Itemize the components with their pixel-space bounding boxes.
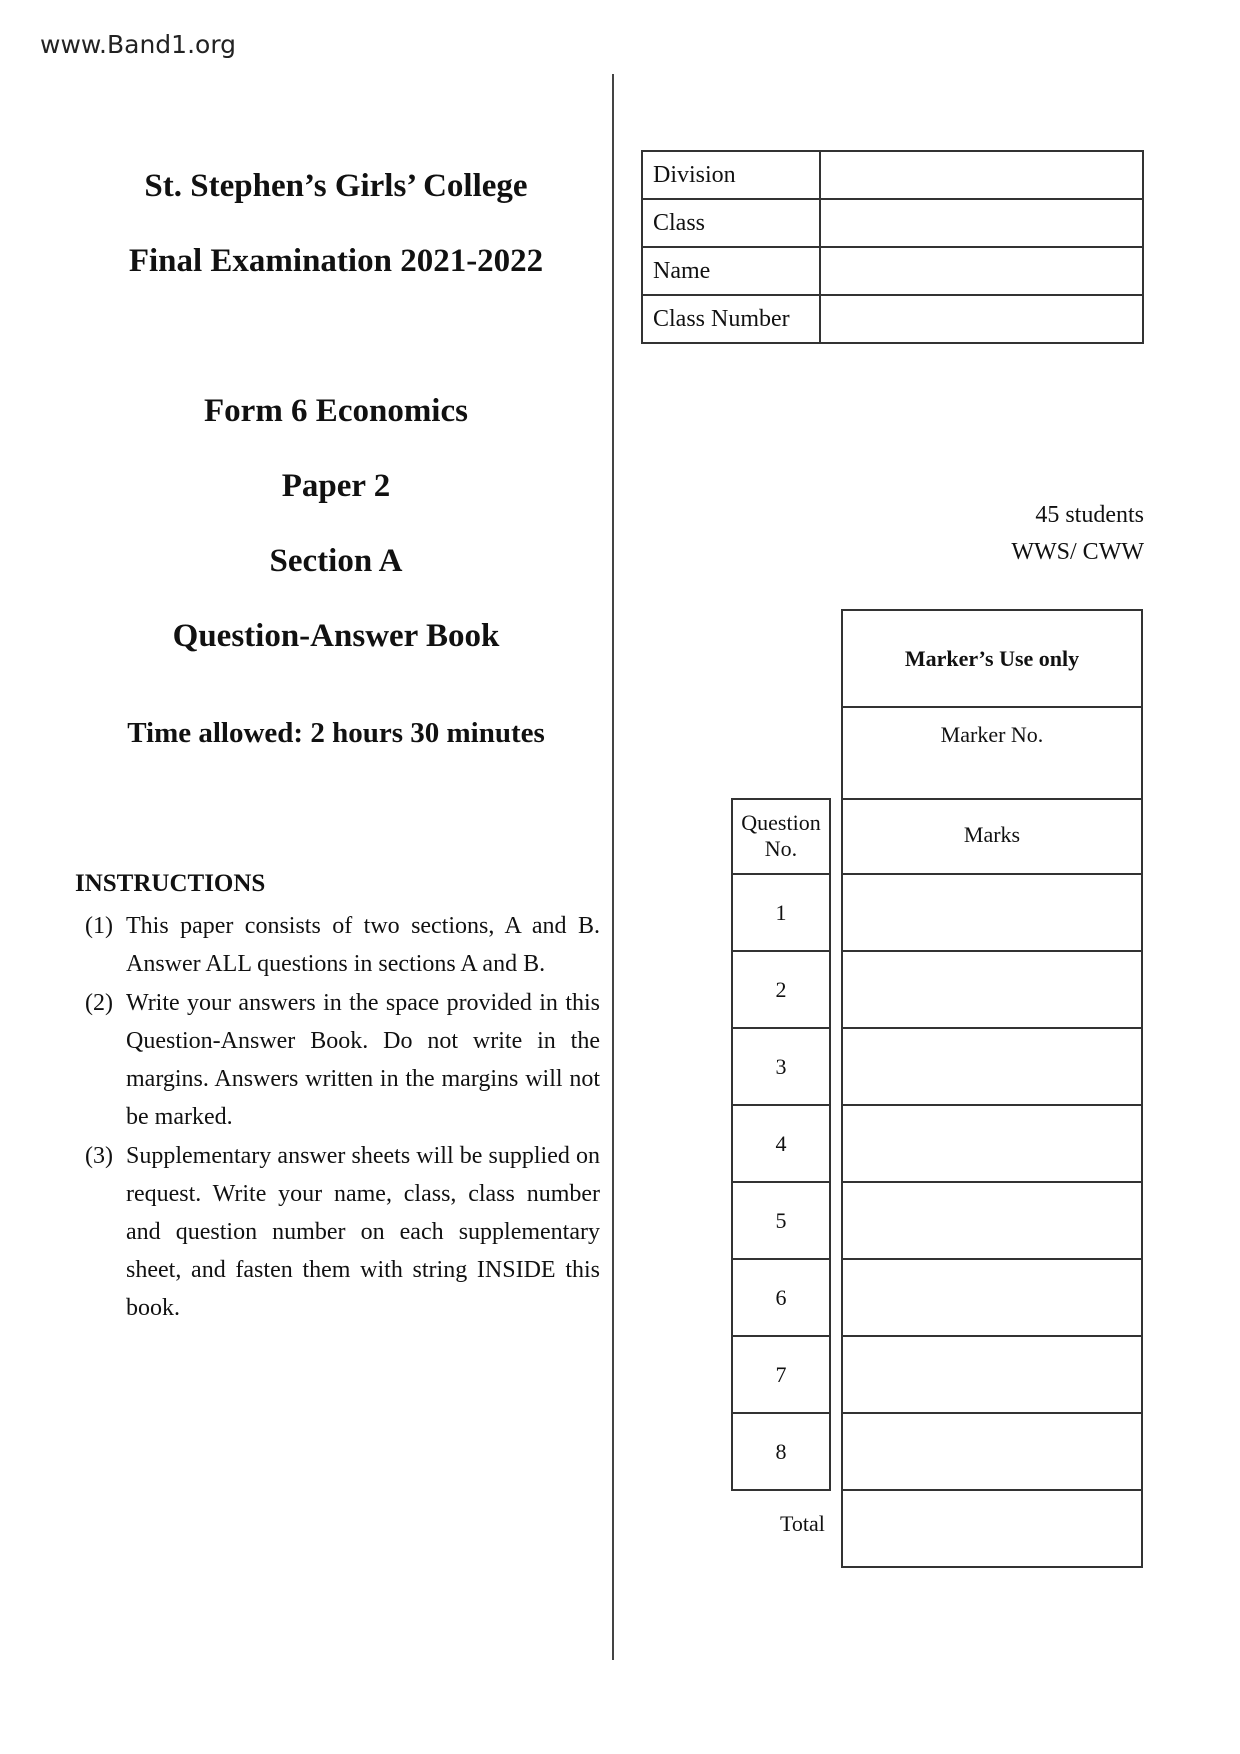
instruction-item — [85, 984, 600, 1136]
instructions-heading: INSTRUCTIONS — [75, 870, 266, 897]
marker-use-header: Marker’s Use only — [841, 609, 1143, 708]
instruction-item — [85, 1137, 600, 1327]
book-title: Question-Answer Book — [172, 618, 500, 654]
student-info-table — [641, 150, 1144, 344]
info-row-name — [642, 247, 1143, 295]
marks-cell[interactable] — [841, 1104, 1143, 1183]
class-number-label: Class Number — [642, 295, 820, 343]
instruction-number: (1) — [85, 913, 113, 939]
student-count: 45 students — [1035, 502, 1144, 528]
name-field[interactable] — [820, 247, 1143, 295]
marks-cell[interactable] — [841, 1181, 1143, 1260]
question-number-cell: 5 — [731, 1181, 831, 1260]
instruction-number: (2) — [85, 990, 113, 1016]
question-number-cell: 7 — [731, 1335, 831, 1414]
question-number-cell: 8 — [731, 1412, 831, 1491]
school-name: St. Stephen’s Girls’ College — [144, 168, 528, 204]
marks-cell[interactable] — [841, 1027, 1143, 1106]
division-label: Division — [642, 151, 820, 199]
marks-cell[interactable] — [841, 1258, 1143, 1337]
instruction-text: This paper consists of two sections, A and B. Answer ALL questions in sections A and B. — [126, 913, 600, 977]
marks-cell[interactable] — [841, 873, 1143, 952]
time-allowed: Time allowed: 2 hours 30 minutes — [127, 717, 545, 749]
total-label: Total — [780, 1511, 825, 1536]
total-marks-cell[interactable] — [841, 1489, 1143, 1568]
paper-title: Paper 2 — [281, 468, 391, 504]
question-number-cell: 1 — [731, 873, 831, 952]
teacher-initials: WWS/ CWW — [1011, 539, 1144, 565]
name-label: Name — [642, 247, 820, 295]
marks-cell[interactable] — [841, 950, 1143, 1029]
exam-title: Final Examination 2021-2022 — [128, 243, 544, 279]
class-field[interactable] — [820, 199, 1143, 247]
instruction-text: Write your answers in the space provided in this Question-Answer Book. Do not write in the margins. Answers written in the margins will not be marked. — [126, 990, 600, 1130]
info-row-class — [642, 199, 1143, 247]
question-number-cell: 3 — [731, 1027, 831, 1106]
watermark: www.Band1.org — [40, 30, 237, 59]
question-no-header: Question No. — [731, 798, 831, 875]
instruction-number: (3) — [85, 1143, 113, 1169]
question-number-cell: 2 — [731, 950, 831, 1029]
section-title: Section A — [269, 543, 403, 579]
page-divider — [612, 74, 614, 1660]
class-number-field[interactable] — [820, 295, 1143, 343]
info-row-division — [642, 151, 1143, 199]
division-field[interactable] — [820, 151, 1143, 199]
marks-cell[interactable] — [841, 1412, 1143, 1491]
subject-title: Form 6 Economics — [204, 393, 468, 429]
instructions-list — [85, 907, 600, 1328]
marker-no-cell[interactable]: Marker No. — [841, 706, 1143, 800]
info-row-class-number — [642, 295, 1143, 343]
marks-cell[interactable] — [841, 1335, 1143, 1414]
marks-header: Marks — [841, 798, 1143, 875]
instruction-item — [85, 907, 600, 983]
question-number-cell: 4 — [731, 1104, 831, 1183]
instruction-text: Supplementary answer sheets will be supplied on request. Write your name, class, class number and question number on each supplementary sheet, and fasten them with string INSIDE this book. — [126, 1143, 600, 1321]
question-number-cell: 6 — [731, 1258, 831, 1337]
class-label: Class — [642, 199, 820, 247]
